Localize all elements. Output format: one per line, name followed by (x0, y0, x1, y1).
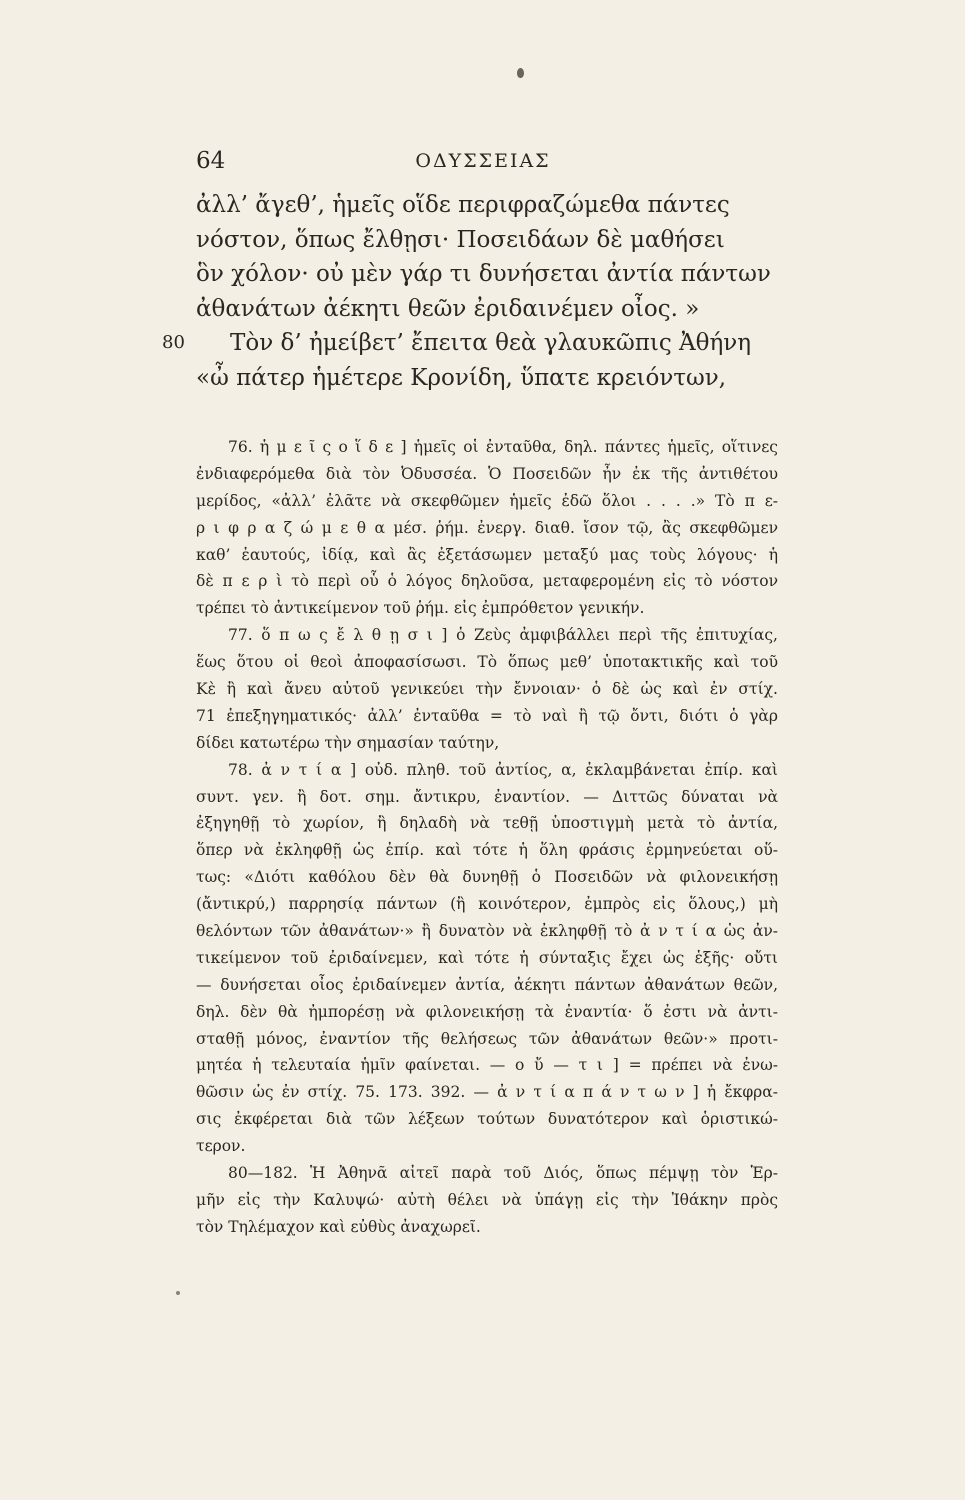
commentary-line: μερίδος, «ἀλλ’ ἐλᾶτε νὰ σκεφθῶμεν ἡμεῖς ἐδῶ ὅλοι . . . .» Τὸ π ε- (196, 491, 778, 510)
commentary-line: τρέπει τὸ ἀντικείμενον τοῦ ῥήμ. εἰς ἐμπρόθετον γενικήν. (196, 599, 645, 618)
commentary-line: 71 ἐπεξηγηματικός· ἀλλ’ ἐνταῦθα = τὸ ναὶ ἢ τῷ ὄντι, διότι ὁ γὰρ (196, 706, 778, 725)
verse-text: ἀλλ’ ἄγεθ’, ἡμεῖς οἵδε περιφραζώμεθα πάντες (196, 192, 730, 218)
ink-mark (517, 68, 524, 78)
commentary-line: θῶσιν ὡς ἐν στίχ. 75. 173. 392. — ἀ ν τ ί α π ά ν τ ω ν ] ἡ ἔκφρα- (196, 1083, 778, 1102)
commentary-line: — δυνήσεται οἶος ἐριδαίνεμεν ἀντία, ἀέκητι πάντων ἀθανάτων θεῶν, (196, 975, 778, 994)
page-number: 64 (196, 148, 226, 174)
verse-line (196, 361, 776, 396)
commentary-line: 78. ἀ ν τ ί α ] οὐδ. πληθ. τοῦ ἀντίος, α, ἐκλαμβάνεται ἐπίρ. καὶ (228, 760, 778, 779)
verse-text: ὃν χόλον· οὐ μὲν γάρ τι δυνήσεται ἀντία πάντων (196, 261, 771, 287)
commentary-line: 77. ὅ π ω ς ἔ λ θ ῃ σ ι ] ὁ Ζεὺς ἀμφιβάλλει περὶ τῆς ἐπιτυχίας, (228, 626, 778, 645)
commentary-line: θελόντων τῶν ἀθανάτων·» ἢ δυνατὸν νὰ ἐκληφθῇ τὸ ἀ ν τ ί α ὡς ἀν- (196, 922, 778, 941)
verse-block (162, 188, 776, 395)
commentary-line: Κὲ ἢ καὶ ἄνευ αὐτοῦ γενικεύει τὴν ἔννοιαν· ὁ δὲ ὡς καὶ ἐν στίχ. (196, 680, 778, 699)
verse-text: ἀθανάτων ἀέκητι θεῶν ἐριδαινέμεν οἶος. » (196, 295, 700, 322)
commentary-line: ἕως ὅτου οἱ θεοὶ ἀποφασίσωσι. Τὸ ὅπως μεθ’ ὑποτακτικῆς καὶ τοῦ (196, 653, 778, 672)
commentary-block (196, 434, 778, 1241)
commentary-line: ὅπερ νὰ ἐκληφθῇ ὡς ἐπίρ. καὶ τότε ἡ ὅλη φράσις ἑρμηνεύεται οὕ- (196, 841, 778, 860)
commentary-line: δὲ π ε ρ ὶ τὸ περὶ οὗ ὁ λόγος δηλοῦσα, μεταφερομένη εἰς τὸ νόστον (196, 572, 778, 591)
commentary-line: μῆν εἰς τὴν Καλυψώ· αὐτὴ θέλει νὰ ὑπάγῃ εἰς τὴν Ἰθάκην πρὸς (196, 1190, 778, 1209)
line-number: 80 (162, 332, 185, 353)
margin-mark (176, 1291, 180, 1295)
commentary-line: τερον. (196, 1137, 246, 1156)
commentary-line: ρ ι φ ρ α ζ ώ μ ε θ α μέσ. ῥήμ. ἐνεργ. διαθ. ἴσον τῷ, ἂς σκεφθῶμεν (196, 518, 778, 537)
commentary-line: ἐνδιαφερόμεθα διὰ τὸν Ὀδυσσέα. Ὁ Ποσειδῶν ἦν ἐκ τῆς ἀντιθέτου (196, 464, 778, 483)
running-title: ΟΔΥΣΣΕΙΑΣ (415, 150, 551, 172)
commentary-line: τὸν Τηλέμαχον καὶ εὐθὺς ἀναχωρεῖ. (196, 1217, 481, 1236)
commentary-line: σταθῇ μόνος, ἐναντίον τῆς θελήσεως τῶν ἀθανάτων θεῶν·» προτι- (196, 1029, 778, 1048)
verse-line (162, 326, 776, 361)
verse-text: νόστον, ὅπως ἔλθῃσι· Ποσειδάων δὲ μαθήσει (196, 226, 725, 253)
commentary-line: δίδει κατωτέρω τὴν σημασίαν ταύτην, (196, 733, 500, 752)
commentary-line: 80—182. Ἡ Ἀθηνᾶ αἰτεῖ παρὰ τοῦ Διός, ὅπως πέμψῃ τὸν Ἑρ- (228, 1164, 778, 1183)
verse-line (196, 292, 776, 327)
commentary-line: (ἄντικρύ,) παρρησίᾳ πάντων (ἢ κοινότερον, ἐμπρὸς εἰς ὅλους,) μὴ (196, 895, 778, 914)
commentary-line: ἐξηγηθῇ τὸ χωρίον, ἢ δηλαδὴ νὰ τεθῇ ὑποστιγμὴ μετὰ τὸ ἀντία, (196, 814, 778, 833)
verse-text: «ὦ πάτερ ἡμέτερε Κρονίδη, ὕπατε κρειόντων, (196, 364, 727, 391)
commentary-line: μητέα ἡ τελευταία ἡμῖν φαίνεται. — ο ὔ — τ ι ] = πρέπει νὰ ἐνω- (196, 1056, 778, 1075)
verse-line (196, 188, 776, 223)
commentary-line: καθ’ ἑαυτούς, ἰδίᾳ, καὶ ἂς ἐξετάσωμεν μεταξύ μας τοὺς λόγους· ἡ (196, 545, 778, 564)
commentary-line: 76. ἡ μ ε ῖ ς ο ἵ δ ε ] ἡμεῖς οἱ ἐνταῦθα, δηλ. πάντες ἡμεῖς, οἵτινες (228, 438, 778, 456)
commentary-line: σις ἐκφέρεται διὰ τῶν λέξεων τούτων δυνατότερον καὶ ὁριστικώ- (196, 1110, 778, 1129)
verse-line (196, 257, 776, 292)
commentary-line: συντ. γεν. ἢ δοτ. σημ. ἄντικρυ, ἐναντίον. — Διττῶς δύναται νὰ (196, 787, 778, 806)
verse-text: Τὸν δ’ ἠμείβετ’ ἔπειτα θεὰ γλαυκῶπις Ἀθήνη (230, 330, 752, 356)
page-header (196, 148, 770, 182)
commentary-line: τικείμενον τοῦ ἐριδαίνεμεν, καὶ τότε ἡ σύνταξις ἔχει ὡς ἑξῆς· οὔτι (196, 948, 778, 967)
commentary-line: τως: «Διότι καθόλου δὲν θὰ δυνηθῇ ὁ Ποσειδῶν νὰ φιλονεικήσῃ (196, 868, 778, 887)
commentary-line: δηλ. δὲν θὰ ἠμπορέσῃ νὰ φιλονεικήσῃ τὰ ἐναντία· ὅ ἐστι νὰ ἀντι- (196, 1002, 778, 1021)
verse-line (196, 223, 776, 258)
